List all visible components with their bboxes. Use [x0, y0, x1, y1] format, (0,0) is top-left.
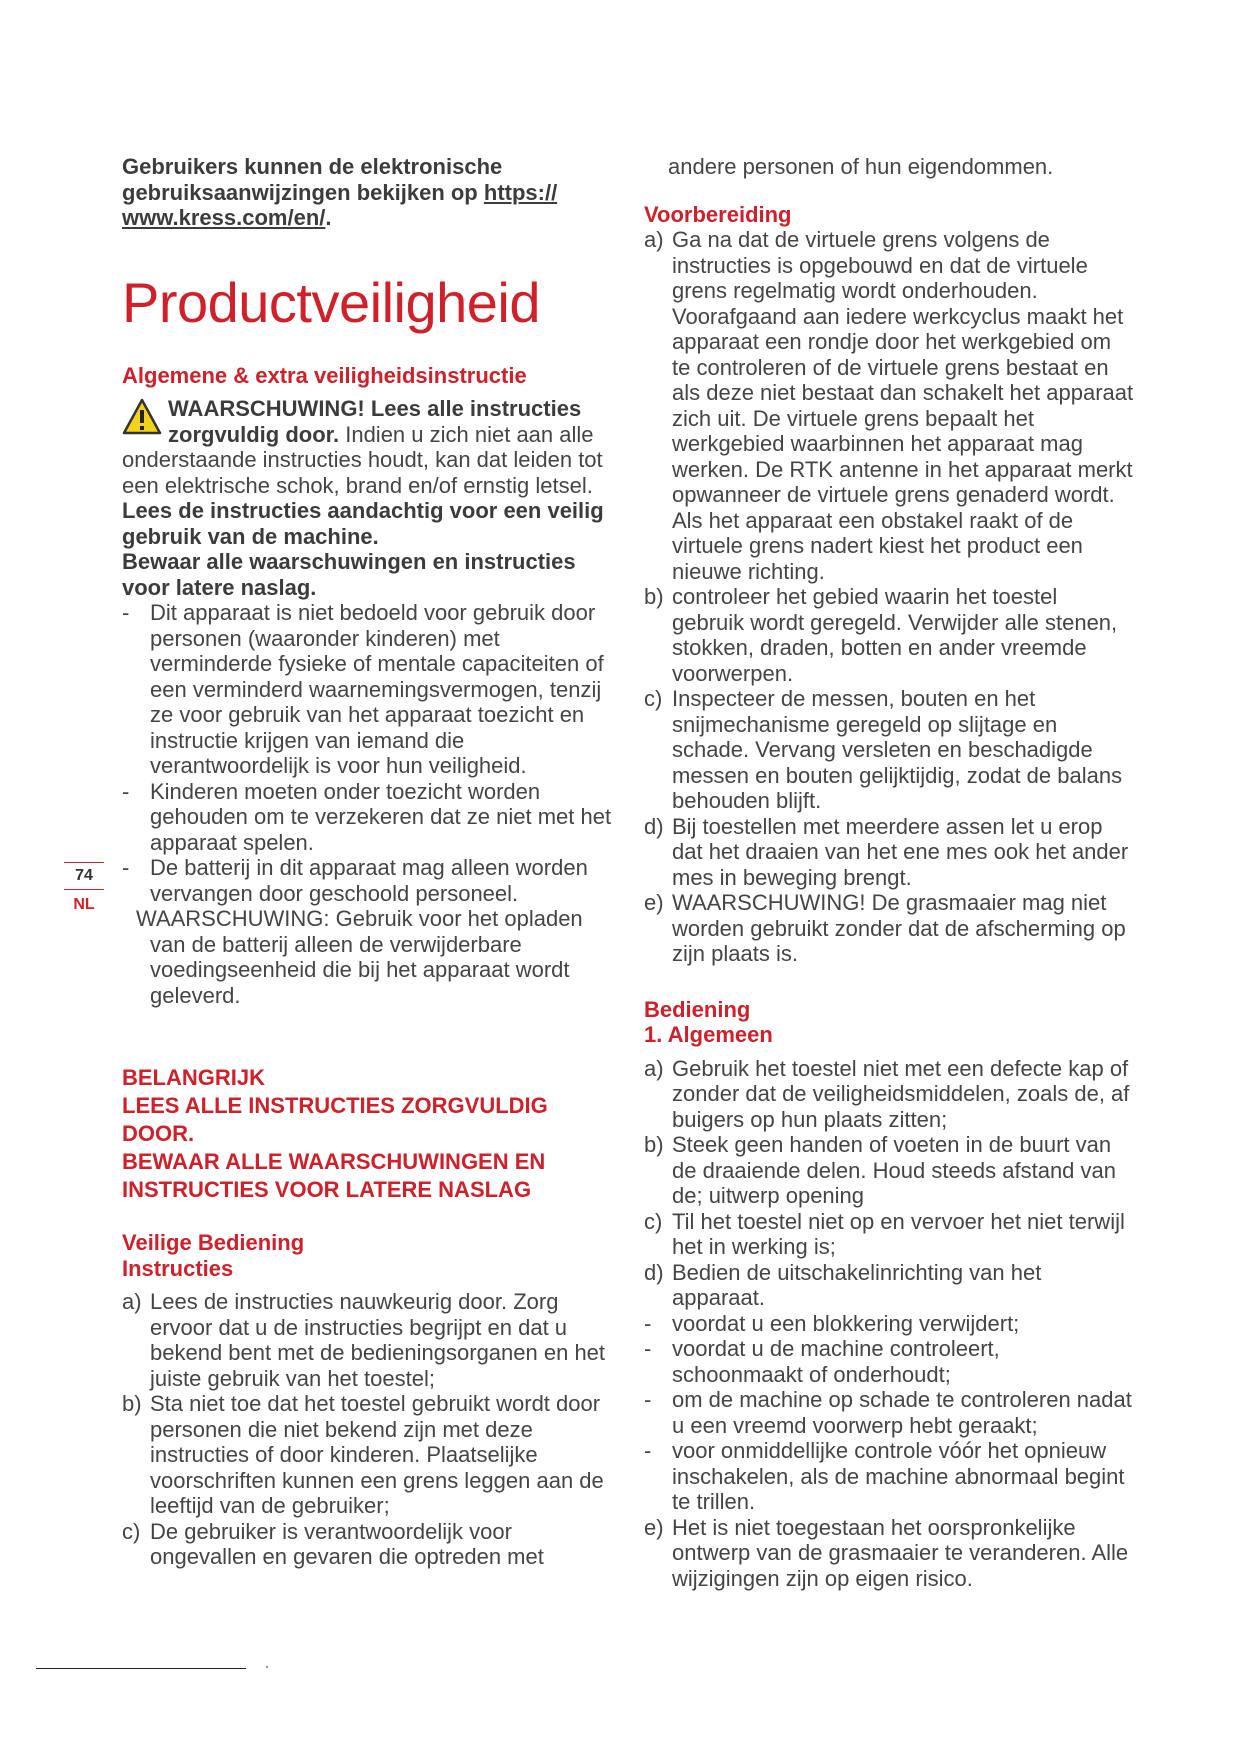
list-marker: e)	[644, 890, 664, 915]
list-marker: a)	[644, 227, 664, 252]
list-marker: b)	[644, 1132, 664, 1157]
intro-text: Gebruikers kunnen de elektronische gebruiksaanwijzingen bekijken op	[122, 154, 503, 205]
list-item	[122, 779, 622, 856]
footer-divider	[36, 1668, 246, 1669]
list-item	[644, 1209, 1134, 1260]
list-item-text: WAARSCHUWING: Gebruik voor het opladen van de batterij alleen de verwijderbare voedingseenheid die bij het apparaat wordt geleverd.	[136, 906, 583, 1008]
page-title: Productveiligheid	[122, 270, 540, 334]
list-marker: -	[122, 855, 130, 880]
general-heading: Algemene & extra veiligheidsinstructie	[122, 362, 527, 388]
list-item-text: WAARSCHUWING! De grasmaaier mag niet worden gebruikt zonder dat de afscherming op zijn plaats is.	[672, 890, 1126, 966]
safe-operation-heading	[122, 1230, 622, 1281]
list-item-text: Steek geen handen of voeten in de buurt van de draaiende delen. Houd steeds afstand van de; uitwerp opening	[672, 1132, 1116, 1208]
operation-heading-line: Bediening	[644, 996, 751, 1022]
website-link[interactable]: https:// www.kress.com/en/	[122, 179, 558, 230]
list-marker: -	[644, 1387, 652, 1412]
list-item	[644, 1260, 1134, 1311]
keep-instructions-note: Bewaar alle waarschuwingen en instructies voor latere naslag.	[122, 549, 576, 600]
list-item-text: Sta niet toe dat het toestel gebruikt wordt door personen die niet bekend zijn met deze instructies of door kinderen. Plaatselijke voorschriften kunnen een grens leggen aan de leeftijd van de gebruiker;	[150, 1391, 604, 1518]
important-line: LEES ALLE INSTRUCTIES ZORGVULDIG DOOR.	[122, 1093, 548, 1146]
safe-operation-heading-line: Instructies	[122, 1255, 234, 1281]
list-marker: -	[122, 778, 130, 804]
warning-paragraph	[122, 396, 622, 498]
list-item	[644, 1438, 1134, 1515]
list-marker: a)	[122, 1289, 142, 1314]
preparation-list	[644, 227, 1134, 967]
list-marker: d)	[644, 813, 664, 839]
list-item	[644, 1387, 1134, 1438]
list-item-text: voordat u een blokkering verwijdert;	[672, 1310, 1020, 1336]
list-item	[644, 1056, 1134, 1133]
list-item-text: Lees de instructies nauwkeurig door. Zorg ervoor dat u de instructies begrijpt en dat u bekend bent met de bedieningsorganen en het juiste gebruik van het toestel;	[150, 1289, 606, 1391]
list-item	[644, 1515, 1134, 1592]
list-marker: b)	[122, 1391, 142, 1416]
list-item-text: De gebruiker is verantwoordelijk voor ongevallen en gevaren die optreden met	[150, 1518, 544, 1569]
list-item	[644, 1336, 1134, 1387]
list-item-text: controleer het gebied waarin het toestel gebruik wordt geregeld. Verwijder alle stenen, stokken, draden, botten en ander vreemde voorwerpen.	[672, 584, 1118, 686]
list-marker: -	[644, 1310, 652, 1336]
list-item	[122, 855, 622, 906]
list-item-text: Kinderen moeten onder toezicht worden gehouden om te verzekeren dat ze niet met het apparaat spelen.	[150, 778, 612, 855]
list-item	[644, 584, 1134, 686]
list-marker: -	[122, 600, 130, 625]
list-marker: c)	[122, 1518, 141, 1544]
right-column	[644, 154, 1134, 1591]
list-marker: c)	[644, 686, 663, 711]
important-line: BEWAAR ALLE WAARSCHUWINGEN EN INSTRUCTIES VOOR LATERE NASLAG	[122, 1149, 546, 1202]
continued-text: andere personen of hun eigendommen.	[668, 154, 1054, 179]
warning-triangle-icon	[122, 398, 162, 436]
list-item	[122, 600, 622, 779]
safe-operation-list	[122, 1289, 622, 1570]
footer-mark	[266, 1666, 268, 1668]
operation-heading-line: 1. Algemeen	[644, 1022, 773, 1047]
list-item	[644, 1311, 1134, 1337]
list-item	[644, 1132, 1134, 1209]
preparation-heading: Voorbereiding	[644, 201, 792, 227]
list-item	[122, 906, 622, 1008]
operation-heading	[644, 997, 1134, 1048]
list-item	[122, 1519, 622, 1570]
list-marker: a)	[644, 1055, 664, 1081]
list-item-text: Het is niet toegestaan het oorspronkelijke ontwerp van de grasmaaier te veranderen. Alle wijzigingen zijn op eigen risico.	[672, 1514, 1129, 1591]
list-item	[122, 1391, 622, 1519]
list-item	[644, 814, 1134, 891]
list-item-text: Til het toestel niet op en vervoer het niet terwijl het in werking is;	[672, 1208, 1125, 1259]
general-list	[122, 600, 622, 1008]
list-item-text: Ga na dat de virtuele grens volgens de instructies is opgebouwd en dat de virtuele grens regelmatig wordt onderhouden. Voorafgaand aan iedere werkcyclus maakt het apparaat een rondje door het werkgebied om te controleren of de virtuele grens bestaat en als deze niet bestaat dan schakelt het apparaat zich uit. De virtuele grens bepaalt het werkgebied waarbinnen het apparaat mag werken. De RTK antenne in het apparaat merkt opwanneer de virtuele grens genaderd wordt. Als het apparaat een obstakel raakt of de virtuele grens nadert kiest het product een nieuwe richting.	[672, 227, 1134, 584]
list-item-text: voor onmiddellijke controle vóór het opnieuw inschakelen, als de machine abnormaal begint te trillen.	[672, 1438, 1125, 1514]
list-item-text: Inspecteer de messen, bouten en het snijmechanisme geregeld op slijtage en schade. Vervang versleten en beschadigde messen en bouten gelijktijdig, zodat de balans behouden blijft.	[672, 686, 1123, 813]
list-item	[644, 890, 1134, 967]
list-item-text: Gebruik het toestel niet met een defecte kap of zonder dat de veiligheidsmiddelen, zoals de, af buigers op hun plaats zitten;	[672, 1055, 1130, 1132]
intro-paragraph	[122, 154, 622, 231]
operation-list	[644, 1056, 1134, 1592]
list-item-text: om de machine op schade te controleren nadat u een vreemd voorwerp hebt geraakt;	[672, 1387, 1132, 1438]
read-instructions-note: Lees de instructies aandachtig voor een veilig gebruik van de machine.	[122, 498, 604, 549]
list-item	[644, 227, 1134, 584]
intro-end: .	[325, 205, 332, 230]
page-marker-rule	[64, 889, 104, 890]
list-item	[644, 686, 1134, 814]
list-item-text: De batterij in dit apparaat mag alleen worden vervangen door geschoold personeel.	[150, 855, 588, 906]
warning-bold-text: WAARSCHUWING! Lees alle instructies zorgvuldig door.	[168, 396, 582, 447]
language-code: NL	[73, 896, 95, 913]
list-item-text: Dit apparaat is niet bedoeld voor gebruik door personen (waaronder kinderen) met verminderde fysieke of mentale capaciteiten of een verminderd waarnemingsvermogen, tenzij ze voor gebruik van het apparaat toezicht en instructie krijgen van iemand die verantwoordelijk is voor hun veiligheid.	[150, 600, 604, 778]
list-item-text: voordat u de machine controleert, schoonmaakt of onderhoudt;	[672, 1336, 1000, 1387]
list-marker: -	[644, 1336, 652, 1361]
page-marker	[64, 860, 104, 918]
list-item-text: Bedien de uitschakelinrichting van het apparaat.	[672, 1259, 1042, 1310]
warning-body-text: Indien u zich niet aan alle onderstaande instructies houdt, kan dat leiden tot een elektrische schok, brand en/of ernstig letsel.	[122, 421, 603, 498]
safe-operation-heading-line: Veilige Bediening	[122, 1230, 305, 1255]
list-item-text: Bij toestellen met meerdere assen let u erop dat het draaien van het ene mes ook het ander mes in beweging brengt.	[672, 813, 1129, 890]
important-line: BELANGRIJK	[122, 1065, 266, 1090]
important-notice	[122, 1064, 622, 1204]
list-marker: b)	[644, 584, 664, 609]
page-marker-rule	[64, 862, 104, 863]
list-marker: -	[644, 1438, 652, 1463]
list-item	[122, 1289, 622, 1391]
list-marker: e)	[644, 1514, 664, 1540]
list-marker: d)	[644, 1259, 664, 1285]
left-column	[122, 154, 622, 1570]
page-number: 74	[75, 867, 93, 884]
list-marker: c)	[644, 1208, 663, 1234]
